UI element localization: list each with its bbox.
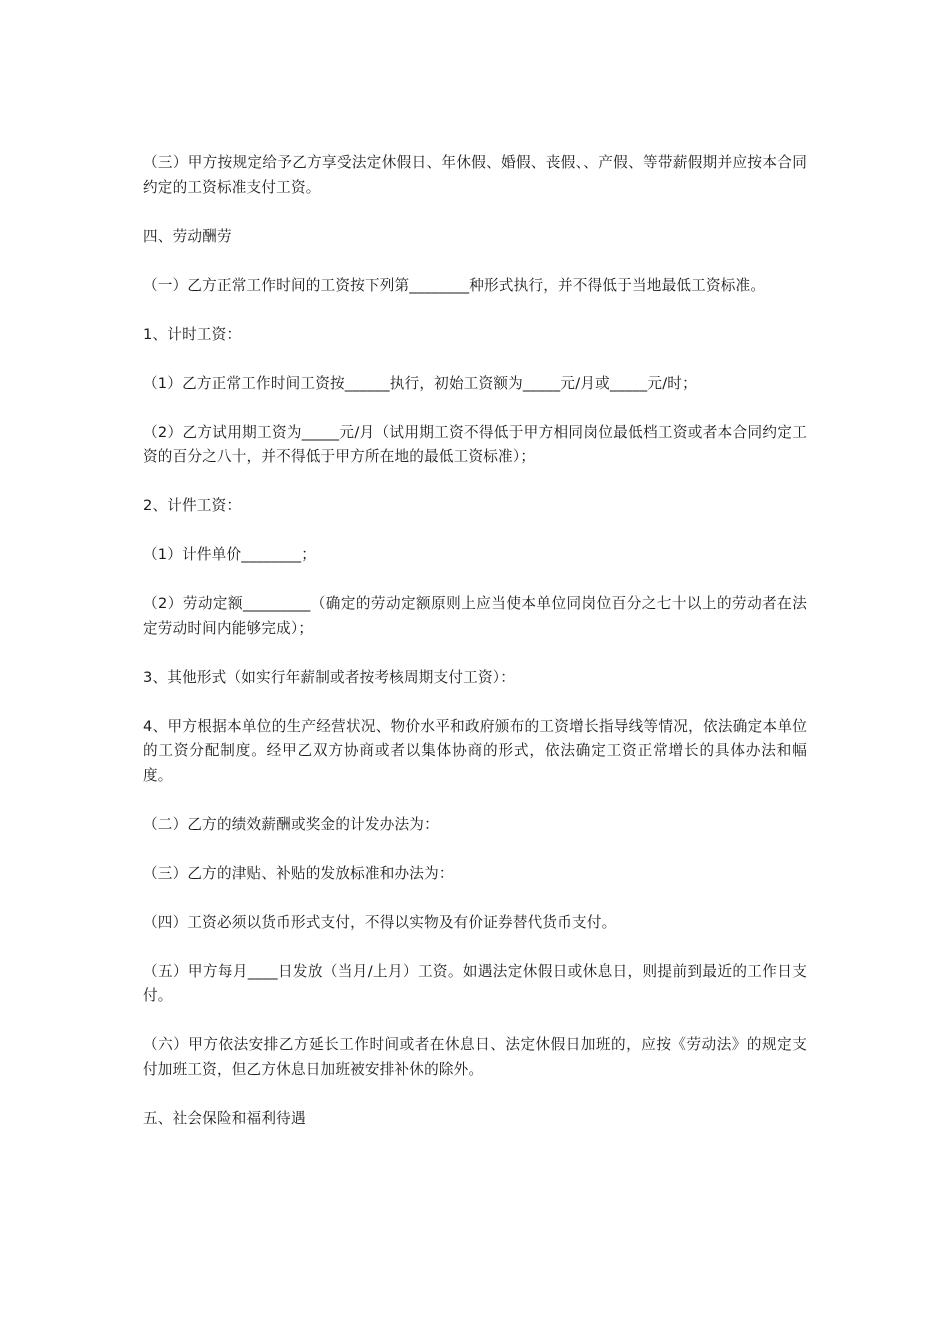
- subheading-time-wage: 1、计时工资：: [143, 325, 242, 343]
- clause-payday: （五）甲方每月____日发放（当月/上月）工资。如遇法定休假日或休息日，则提前到最近的工作日支付。: [143, 962, 807, 1004]
- clause-overtime-pay: （六）甲方依法安排乙方延长工作时间或者在休息日、法定休假日加班的，应按《劳动法》的规定支付加班工资，但乙方休息日加班被安排补休的除外。: [143, 1036, 807, 1078]
- clause-labor-quota: （2）劳动定额_________（确定的劳动定额原则上应当使本单位同岗位百分之七十以上的劳动者在法定劳动时间内能够完成）；: [143, 595, 807, 637]
- clause-currency-payment: （四）工资必须以货币形式支付，不得以实物及有价证券替代货币支付。: [143, 913, 617, 931]
- clause-allowances: （三）乙方的津贴、补贴的发放标准和办法为：: [143, 864, 454, 882]
- subheading-other-forms: 3、其他形式（如实行年薪制或者按考核周期支付工资）：: [143, 668, 516, 686]
- clause-paid-leave: （三）甲方按规定给予乙方享受法定休假日、年休假、婚假、丧假、、产假、等带薪假期并应按本合同约定的工资标准支付工资。: [143, 154, 807, 196]
- clause-time-wage-rate: （1）乙方正常工作时间工资按______执行，初始工资额为_____元/月或_____元/时；: [143, 374, 697, 392]
- document-body: [143, 151, 807, 1156]
- section-heading-remuneration: 四、劳动酬劳: [143, 227, 232, 245]
- section-heading-social-insurance: 五、社会保险和福利待遇: [143, 1109, 306, 1127]
- clause-wage-distribution: 4、甲方根据本单位的生产经营状况、物价水平和政府颁布的工资增长指导线等情况，依法确定本单位的工资分配制度。经甲乙双方协商或者以集体协商的形式，依法确定工资正常增长的具体办法和幅度。: [143, 717, 807, 784]
- clause-performance-bonus: （二）乙方的绩效薪酬或奖金的计发办法为：: [143, 815, 439, 833]
- clause-piece-unit-price: （1）计件单价________；: [143, 546, 317, 563]
- subheading-piece-wage: 2、计件工资：: [143, 497, 242, 514]
- clause-wage-form: （一）乙方正常工作时间的工资按下列第________种形式执行，并不得低于当地最低工资标准。: [143, 276, 766, 294]
- clause-probation-wage: （2）乙方试用期工资为_____元/月（试用期工资不得低于甲方相同岗位最低档工资或者本合同约定工资的百分之八十，并不得低于甲方所在地的最低工资标准）；: [143, 423, 807, 465]
